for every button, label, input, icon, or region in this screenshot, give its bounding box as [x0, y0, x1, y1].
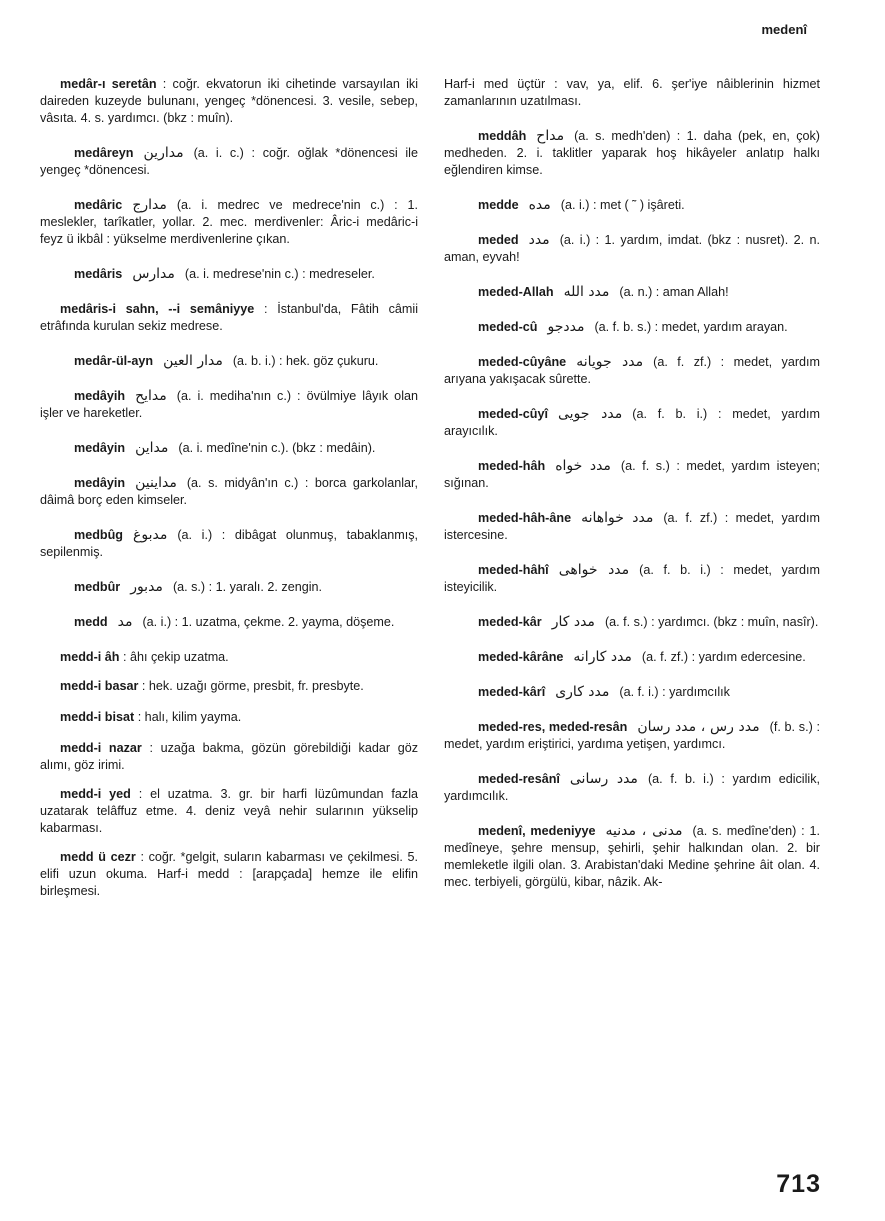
- entry-body: (f. b. s.) : medet, yardım eriştirici, yardıma yetişen, yardımcı.: [444, 720, 820, 751]
- right-column: [444, 74, 820, 891]
- entry-body: : coğr. *gelgit, suların kabarması ve çekilmesi. 5. elifi uzun okuma. Harf-i medd : [arapçada] hemze ile elifin birleşmesi.: [40, 850, 419, 898]
- entry-body: (a. f. b. s.) : medet, yardım arayan.: [594, 320, 788, 334]
- entry-body: (a. f. s.) : yardımcı. (bkz : muîn, nasîr).: [604, 615, 819, 629]
- entry-body: (a. s. midyân'ın c.) : borca garkolanlar, dâimâ borç eden kimseler.: [40, 476, 418, 507]
- entry-headword: meded-cû: [478, 320, 538, 334]
- entry-headword: meded-kârî: [478, 685, 546, 699]
- entry-arabic: مد: [117, 614, 133, 630]
- entry-headword: medâreyn: [74, 146, 134, 160]
- entry-body: : İstanbul'da, Fâtih câmii etrâfında kurulan sekiz medrese.: [40, 302, 419, 333]
- entry-body: : halı, kilim yayma.: [137, 710, 242, 724]
- entry-arabic: مدد كار: [551, 614, 595, 630]
- entry-headword: medd-i basar: [60, 679, 139, 693]
- entry-headword: medâr-ül-ayn: [74, 354, 154, 368]
- dictionary-entry: [444, 76, 820, 110]
- entry-headword: meded-kâr: [478, 615, 542, 629]
- entry-arabic: مدد: [528, 232, 550, 248]
- entry-headword: meded: [478, 233, 519, 247]
- dictionary-entry: [40, 740, 418, 774]
- entry-headword: medâyin: [74, 476, 126, 490]
- entry-body: : coğr. ekvatorun iki cihetinde varsayılan iki daireden kuzeyde bulunanı, yengeç *dönencesi. 3. vesile, sebep, vâsıta. 4. s. yardımcı. (bkz : muîn).: [40, 77, 418, 125]
- entry-arabic: مدد خواهانه: [581, 510, 654, 526]
- dictionary-entry: [444, 562, 820, 596]
- dictionary-entry: [444, 406, 820, 440]
- entry-headword: medd-i bisat: [60, 710, 135, 724]
- entry-headword: meded-res, meded-resân: [478, 720, 628, 734]
- entry-headword: medd ü cezr: [60, 850, 136, 864]
- entry-headword: meded-cûyâne: [478, 355, 567, 369]
- entry-arabic: مدد جويى: [558, 406, 623, 422]
- entry-body: (a. n.) : aman Allah!: [619, 285, 729, 299]
- dictionary-entry: [40, 579, 418, 596]
- entry-arabic: مدد رس ، مدد رسان: [637, 719, 760, 735]
- dictionary-entry: [40, 786, 418, 837]
- entry-headword: medâyih: [74, 389, 126, 403]
- entry-headword: meded-hâhî: [478, 563, 549, 577]
- entry-body: (a. f. zf.) : yardım edercesine.: [641, 650, 806, 664]
- entry-arabic: مدد كارانه: [573, 649, 632, 665]
- dictionary-entry: [444, 719, 820, 753]
- entry-arabic: مدارين: [143, 145, 184, 161]
- entry-body: (a. i. mediha'nın c.) : övülmiye lâyık olan işler ve hareketler.: [40, 389, 418, 420]
- entry-body: (a. i.) : 1. uzatma, çekme. 2. yayma, döşeme.: [142, 615, 395, 629]
- dictionary-entry: [444, 232, 820, 266]
- dictionary-entry: [40, 301, 418, 335]
- entry-arabic: مداينين: [135, 475, 177, 491]
- entry-body: : el uzatma. 3. gr. bir harfi lüzûmundan fazla uzatarak telâffuz etme. 4. deniz veyâ nehir sularının yükselip kabarması.: [40, 787, 419, 835]
- entry-arabic: مده: [528, 197, 551, 213]
- entry-arabic: مدد خواهى: [558, 562, 630, 578]
- entry-headword: meded-kârâne: [478, 650, 564, 664]
- dictionary-entry: [444, 771, 820, 805]
- entry-arabic: مدد كارى: [555, 684, 610, 700]
- dictionary-entry: [444, 458, 820, 492]
- entry-body: : hek. uzağı görme, presbit, fr. presbyte.: [141, 679, 364, 693]
- entry-arabic: مدد رسانى: [569, 771, 638, 787]
- entry-body: (a. f. i.) : yardımcılık: [619, 685, 730, 699]
- entry-headword: medâric: [74, 198, 123, 212]
- entry-headword: medbûg: [74, 528, 123, 542]
- entry-headword: medd-i yed: [60, 787, 131, 801]
- entry-arabic: مدد خواه: [555, 458, 611, 474]
- dictionary-entry: [444, 354, 820, 388]
- entry-headword: medd-i âh: [60, 650, 120, 664]
- entry-body: (a. f. zf.) : medet, yardım istercesine.: [444, 511, 821, 542]
- entry-arabic: مدبوغ: [132, 527, 168, 543]
- dictionary-entry: [40, 527, 418, 561]
- entry-body: : âhı çekip uzatma.: [122, 650, 229, 664]
- entry-body: (a. f. b. i.) : yardım edicilik, yardımcılık.: [444, 772, 820, 803]
- dictionary-entry: [40, 76, 418, 127]
- dictionary-entry: [444, 284, 820, 301]
- entry-headword: meddâh: [478, 129, 527, 143]
- entry-body: (a. i.) : 1. yardım, imdat. (bkz : nusret). 2. n. aman, eyvah!: [444, 233, 820, 264]
- dictionary-entry: [40, 440, 418, 457]
- entry-body: (a. i. medrese'nin c.) : medreseler.: [184, 267, 375, 281]
- dictionary-entry: [444, 128, 820, 179]
- entry-headword: medd-i nazar: [60, 741, 142, 755]
- entry-body: (a. f. b. i.) : medet, yardım arayıcılık.: [444, 407, 821, 438]
- entry-body: (a. i. medrec ve medrece'nin c.) : 1. meslekler, tarîkatler, yollar. 2. mec. merdivenler: Âric-i medâric-i feyz ü ikbâl : yükselme merdivenlerine çıkan.: [40, 198, 418, 246]
- entry-body: (a. f. zf.) : medet, yardım arıyana yakışacak sûrette.: [444, 355, 821, 386]
- dictionary-entry: [40, 475, 418, 509]
- left-column: [40, 74, 418, 900]
- entry-body: (a. i.) : dibâgat olunmuş, tabaklanmış, sepilenmiş.: [40, 528, 418, 559]
- entry-headword: medde: [478, 198, 519, 212]
- dictionary-entry: [444, 684, 820, 701]
- dictionary-entry: [444, 823, 820, 891]
- entry-arabic: مدار العين: [163, 353, 223, 369]
- entry-headword: medâris-i sahn, --i semâniyye: [60, 302, 255, 316]
- entry-headword: meded-Allah: [478, 285, 554, 299]
- entry-arabic: مدارج: [132, 197, 167, 213]
- entry-arabic: مدد جويانه: [576, 354, 644, 370]
- dictionary-entry: [40, 678, 418, 695]
- entry-arabic: مدنى ، مدنيه: [605, 823, 683, 839]
- entry-body: (a. f. s.) : medet, yardım isteyen; sığınan.: [444, 459, 820, 490]
- entry-arabic: مدبور: [130, 579, 163, 595]
- dictionary-entry: [40, 388, 418, 422]
- page-number: 713: [776, 1170, 821, 1198]
- entry-arabic: مدايح: [135, 388, 167, 404]
- dictionary-entry: [40, 145, 418, 179]
- entry-arabic: مدد الله: [563, 284, 610, 300]
- dictionary-entry: [444, 319, 820, 336]
- entry-body: (a. s. medh'den) : 1. daha (pek, en, çok) medheden. 2. i. taklitler yaparak hoş hikâyeler anlatıp halkı eğlendiren kimse.: [444, 129, 820, 177]
- entry-body: (a. s. medîne'den) : 1. medîneye, şehre mensup, şehirli, şehir halkından olan. 2. bir memleketle ilgili olan. 3. Arabistan'daki Medine şehrine âit olan. 4. mec. terbiyeli, görgülü, kibar, nâzik. Ak-: [444, 824, 820, 889]
- entry-headword: medâr-ı seretân: [60, 77, 157, 91]
- dictionary-entry: [40, 709, 418, 726]
- dictionary-entry: [40, 266, 418, 283]
- entry-headword: meded-resânî: [478, 772, 560, 786]
- dictionary-entry: [40, 849, 418, 900]
- entry-headword: medd: [74, 615, 108, 629]
- dictionary-entry: [40, 197, 418, 248]
- entry-body: (a. b. i.) : hek. göz çukuru.: [232, 354, 379, 368]
- entry-arabic: مدارس: [132, 266, 175, 282]
- entry-body: (a. i.) : met ( ˜ ) işâreti.: [560, 198, 685, 212]
- entry-headword: medenî, medeniyye: [478, 824, 596, 838]
- dictionary-entry: [444, 197, 820, 214]
- running-header: medenî: [761, 22, 807, 37]
- entry-body: (a. i. medîne'nin c.). (bkz : medâin).: [178, 441, 376, 455]
- entry-headword: medbûr: [74, 580, 121, 594]
- dictionary-entry: [444, 510, 820, 544]
- dictionary-entry: [40, 649, 418, 666]
- entry-body: (a. s.) : 1. yaralı. 2. zengin.: [172, 580, 323, 594]
- entry-body: Harf-i med üçtür : vav, ya, elif. 6. şer'iye nâiblerinin hizmet zamanlarının uzatılması.: [444, 77, 820, 108]
- entry-arabic: مداح: [536, 128, 565, 144]
- entry-arabic: مداين: [135, 440, 169, 456]
- dictionary-entry: [40, 614, 418, 631]
- entry-body: (a. i. c.) : coğr. oğlak *dönencesi ile yengeç *dönencesi.: [40, 146, 418, 177]
- entry-headword: meded-hâh-âne: [478, 511, 572, 525]
- entry-headword: meded-hâh: [478, 459, 546, 473]
- dictionary-entry: [444, 614, 820, 631]
- entry-headword: meded-cûyî: [478, 407, 548, 421]
- entry-headword: medâyin: [74, 441, 126, 455]
- dictionary-entry: [444, 649, 820, 666]
- entry-body: : uzağa bakma, gözün görebildiği kadar göz alımı, göz irimi.: [40, 741, 418, 772]
- entry-body: (a. f. b. i.) : medet, yardım isteyicilik.: [444, 563, 820, 594]
- entry-headword: medâris: [74, 267, 123, 281]
- entry-arabic: مددجو: [547, 319, 585, 335]
- dictionary-entry: [40, 353, 418, 370]
